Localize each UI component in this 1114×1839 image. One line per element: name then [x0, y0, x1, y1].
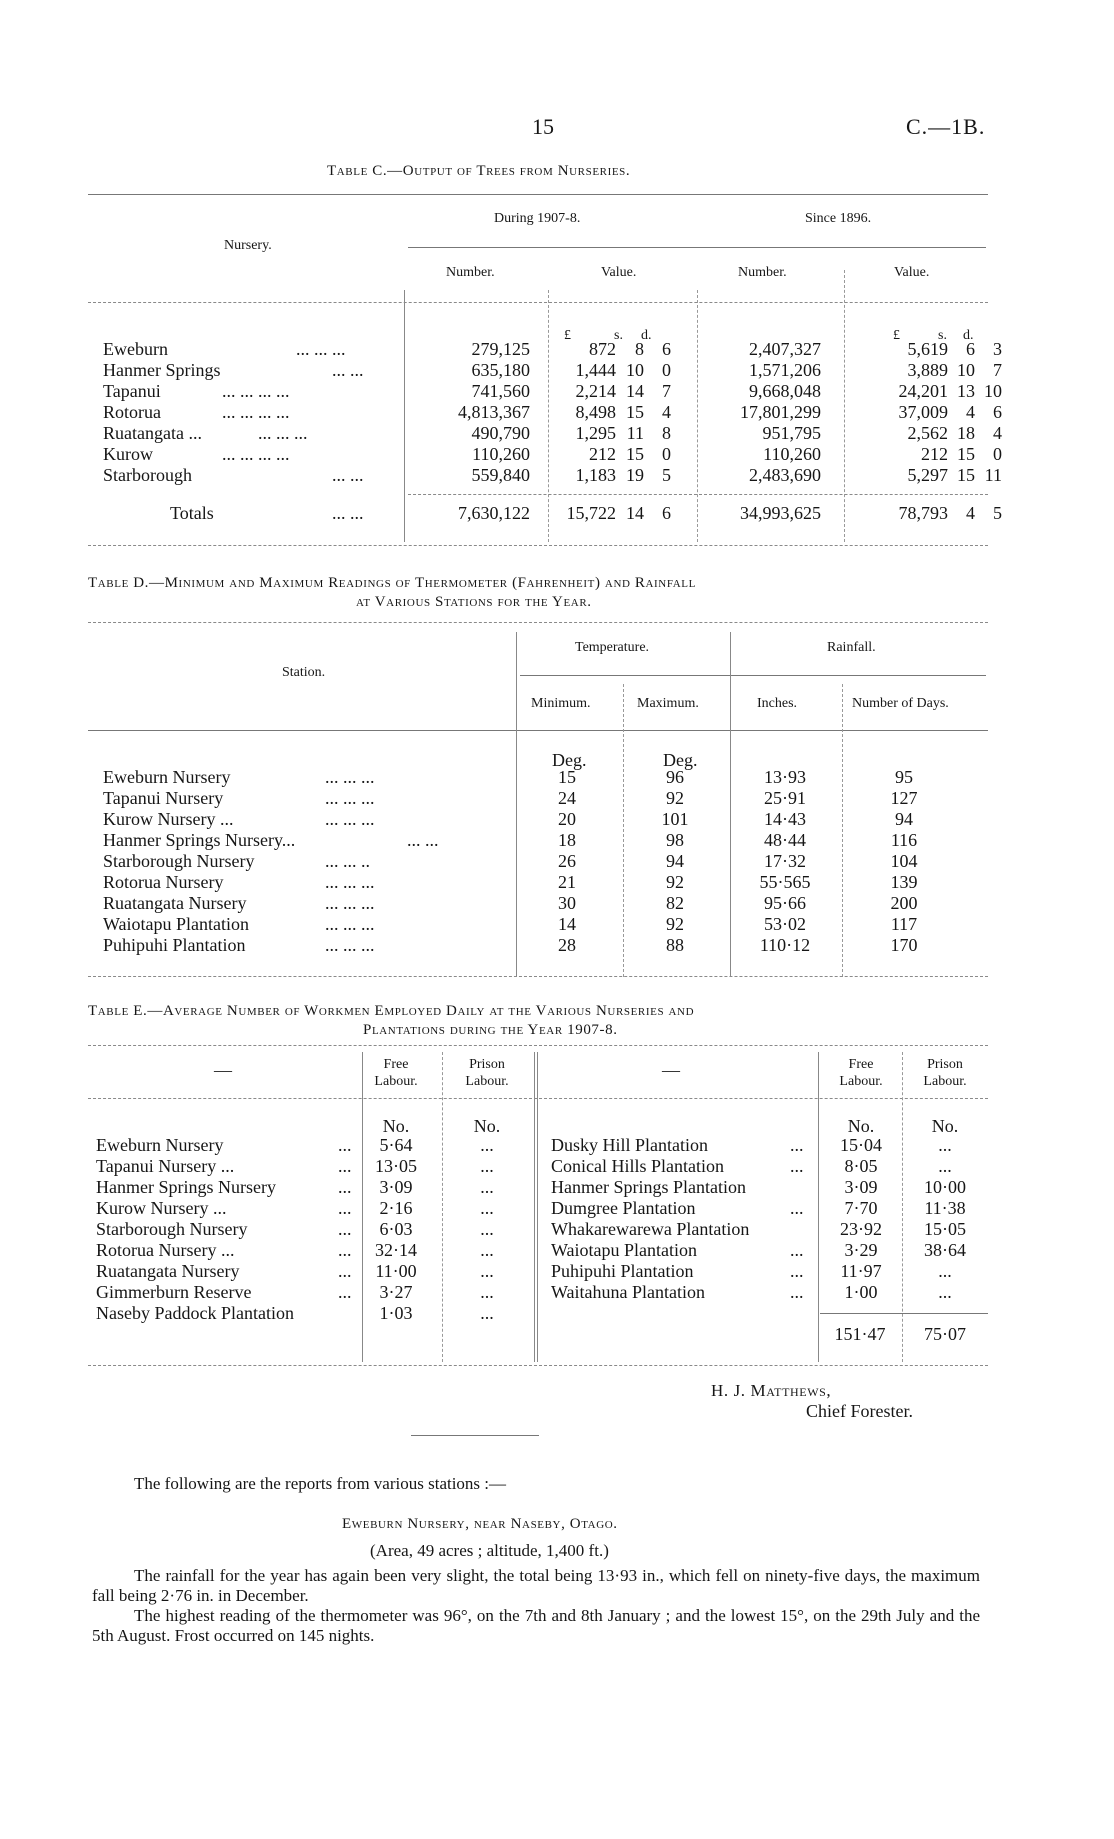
rainfall-inches: 95·66: [764, 893, 806, 913]
station-name: Rotorua Nursery: [103, 872, 224, 892]
total-value-pence: 6: [662, 503, 671, 523]
unit-no-prison-left: No.: [473, 1116, 501, 1136]
right-free-labour: 8·05: [844, 1156, 878, 1176]
value-pounds-since: 37,009: [898, 402, 948, 422]
temp-maximum: 92: [666, 914, 684, 934]
leader-dots: ...: [790, 1156, 804, 1176]
table-row: [0, 465, 1114, 486]
temp-maximum: 98: [666, 830, 684, 850]
left-prison-labour: ...: [480, 1177, 494, 1197]
rainfall-days: 95: [895, 767, 913, 787]
value-shillings-since: 15: [957, 465, 975, 485]
table-c-col-nursery: Nursery.: [224, 238, 272, 253]
unit-pound: £: [564, 328, 571, 343]
rainfall-inches: 110·12: [759, 935, 811, 955]
table-row: [0, 767, 1114, 788]
value-pence: 7: [662, 381, 671, 401]
value-pence-since: 6: [993, 402, 1002, 422]
table-row: [0, 423, 1114, 444]
value-shillings-since: 6: [966, 339, 975, 359]
left-prison-labour: ...: [480, 1240, 494, 1260]
value-pounds-since: 3,889: [907, 360, 948, 380]
leader-dots: ...: [338, 1177, 352, 1197]
value-pounds-since: 2,562: [907, 423, 948, 443]
table-row: [0, 851, 1114, 872]
table-row: [0, 444, 1114, 465]
table-d-col-station: Station.: [282, 665, 326, 680]
rainfall-inches: 25·91: [764, 788, 806, 808]
number-since: 110,260: [763, 444, 821, 464]
report-paragraph-temperature: The highest reading of the thermometer was 96°, on the 7th and 8th January ; and the lowest 15°, on the 29th July and the 5th August. Frost occurred on 145 nights.: [92, 1606, 980, 1645]
col-prison-line2: Labour.: [465, 1074, 509, 1089]
value-pence-since: 3: [993, 339, 1002, 359]
right-prison-labour: ...: [938, 1261, 952, 1281]
leader-dots: ...: [790, 1261, 804, 1281]
table-row: [0, 402, 1114, 423]
right-free-labour: 3·09: [844, 1177, 878, 1197]
section-divider: [411, 1435, 539, 1436]
table-d-group-rainfall: Rainfall.: [827, 640, 876, 655]
table-d-group-temperature: Temperature.: [575, 640, 650, 655]
value-pounds: 1,183: [575, 465, 616, 485]
table-c-col-number2: Number.: [738, 265, 787, 280]
value-pounds-since: 212: [921, 444, 948, 464]
right-prison-labour: 10·00: [924, 1177, 966, 1197]
leader-dots: ... ... ...: [325, 788, 375, 808]
table-row: [0, 1177, 1114, 1198]
value-pence: 5: [662, 465, 671, 485]
leader-dots: ... ...: [332, 465, 364, 485]
left-free-labour: 6·03: [379, 1219, 413, 1239]
col-prison-line1: Prison: [469, 1057, 505, 1072]
number-during: 490,790: [471, 423, 530, 443]
unit-no-free-left: No.: [382, 1116, 410, 1136]
temp-minimum: 28: [558, 935, 576, 955]
leader-dots: ... ...: [407, 830, 439, 850]
leader-dots: ... ... ... ...: [222, 402, 290, 422]
left-prison-labour: ...: [480, 1282, 494, 1302]
table-row: [0, 1261, 1114, 1282]
station-name: Starborough Nursery: [103, 851, 255, 871]
table-row: [0, 935, 1114, 956]
nursery-name: Starborough: [103, 465, 192, 485]
leader-dots: ... ... ... ...: [222, 381, 290, 401]
table-row: [0, 1282, 1114, 1303]
rainfall-inches: 53·02: [764, 914, 806, 934]
value-shillings: 8: [635, 339, 644, 359]
value-pence: 0: [662, 360, 671, 380]
table-row: [0, 893, 1114, 914]
left-station-name: Naseby Paddock Plantation: [96, 1303, 294, 1323]
value-shillings: 19: [626, 465, 644, 485]
right-column-dash: —: [662, 1060, 680, 1080]
total-value-pence-since: 5: [993, 503, 1002, 523]
value-shillings-since: 13: [957, 381, 975, 401]
unit-pence: d.: [641, 328, 652, 343]
nursery-name: Ruatangata ...: [103, 423, 202, 443]
value-shillings: 15: [626, 444, 644, 464]
value-shillings: 11: [626, 423, 644, 443]
total-value-pounds-since: 78,793: [898, 503, 948, 523]
station-name: Puhipuhi Plantation: [103, 935, 246, 955]
leader-dots: ... ... ... ...: [222, 444, 290, 464]
station-name: Hanmer Springs Nursery...: [103, 830, 296, 850]
leader-dots: ... ... ...: [325, 767, 375, 787]
temp-maximum: 88: [666, 935, 684, 955]
temp-maximum: 96: [666, 767, 684, 787]
value-pounds-since: 24,201: [898, 381, 948, 401]
right-free-labour: 23·92: [840, 1219, 882, 1239]
number-during: 4,813,367: [458, 402, 530, 422]
rainfall-days: 94: [895, 809, 913, 829]
temp-maximum: 82: [666, 893, 684, 913]
table-row: [0, 1240, 1114, 1261]
number-since: 2,407,327: [749, 339, 821, 359]
temp-minimum: 26: [558, 851, 576, 871]
temp-maximum: 92: [666, 788, 684, 808]
left-prison-labour: ...: [480, 1303, 494, 1323]
value-pounds: 1,444: [575, 360, 616, 380]
signature-title: Chief Forester.: [806, 1401, 913, 1421]
number-during: 279,125: [471, 339, 530, 359]
table-row: [0, 830, 1114, 851]
leader-dots: ...: [338, 1261, 352, 1281]
table-e-title-line1: Table E.—Average Number of Workmen Employed Daily at the Various Nurseries and: [88, 1003, 695, 1019]
right-free-labour: 1·00: [844, 1282, 878, 1302]
right-station-name: Conical Hills Plantation: [551, 1156, 724, 1176]
leader-dots: ... ...: [332, 360, 364, 380]
right-station-name: Puhipuhi Plantation: [551, 1261, 694, 1281]
report-area: (Area, 49 acres ; altitude, 1,400 ft.): [370, 1541, 609, 1560]
value-shillings-since: 4: [966, 402, 975, 422]
unit-pound-2: £: [893, 328, 900, 343]
station-name: Ruatangata Nursery: [103, 893, 247, 913]
right-station-name: Dumgree Plantation: [551, 1198, 696, 1218]
total-number-during: 7,630,122: [458, 503, 530, 523]
nursery-name: Eweburn: [103, 339, 168, 359]
left-station-name: Starborough Nursery: [96, 1219, 248, 1239]
value-shillings-since: 10: [957, 360, 975, 380]
table-row: [0, 809, 1114, 830]
unit-deg-min: Deg.: [552, 750, 587, 770]
number-during: 635,180: [471, 360, 530, 380]
left-station-name: Ruatangata Nursery: [96, 1261, 240, 1281]
rainfall-days: 139: [890, 872, 918, 892]
rainfall-inches: 48·44: [764, 830, 806, 850]
value-pence-since: 10: [984, 381, 1002, 401]
value-pence: 0: [662, 444, 671, 464]
leader-dots: ... ... ...: [325, 872, 375, 892]
col-free-labour-right: [831, 1056, 891, 1090]
temp-minimum: 21: [558, 872, 576, 892]
table-d-col-inches: Inches.: [757, 696, 798, 711]
page-number: 15: [532, 114, 554, 139]
station-name: Eweburn Nursery: [103, 767, 231, 787]
temp-minimum: 15: [558, 767, 576, 787]
table-row: [0, 1219, 1114, 1240]
right-prison-labour: ...: [938, 1135, 952, 1155]
value-shillings: 14: [626, 381, 644, 401]
col-prison-line1: Prison: [927, 1057, 963, 1072]
rainfall-days: 170: [890, 935, 918, 955]
left-prison-labour: ...: [480, 1198, 494, 1218]
unit-no-free-right: No.: [847, 1116, 875, 1136]
table-row: [0, 788, 1114, 809]
nursery-name: Rotorua: [103, 402, 161, 422]
report-heading: Eweburn Nursery, near Naseby, Otago.: [342, 1516, 618, 1532]
unit-shilling: s.: [614, 328, 623, 343]
right-free-labour: 11·97: [840, 1261, 882, 1281]
leader-dots: ...: [338, 1240, 352, 1260]
left-free-labour: 2·16: [379, 1198, 413, 1218]
table-c-totals-row: [0, 503, 1114, 524]
leader-dots: ...: [790, 1135, 804, 1155]
rainfall-inches: 55·565: [759, 872, 811, 892]
total-value-pounds: 15,722: [566, 503, 616, 523]
rainfall-days: 116: [890, 830, 918, 850]
leader-dots: ...: [790, 1198, 804, 1218]
report-paragraph-rainfall: The rainfall for the year has again been very slight, the total being 13·93 in., which fell on ninety-five days, the maximum fall being 2·76 in. in December.: [92, 1566, 980, 1605]
col-prison-labour-right: [910, 1056, 980, 1090]
table-row: [0, 872, 1114, 893]
leader-dots: ...: [790, 1282, 804, 1302]
right-free-labour: 15·04: [840, 1135, 882, 1155]
right-prison-labour: 11·38: [924, 1198, 966, 1218]
right-prison-labour: ...: [938, 1282, 952, 1302]
table-c-col-value: Value.: [601, 265, 637, 280]
table-c-col-value2: Value.: [894, 265, 930, 280]
unit-shilling-2: s.: [938, 328, 947, 343]
number-since: 9,668,048: [749, 381, 821, 401]
right-free-labour: 3·29: [844, 1240, 878, 1260]
right-station-name: Waitahuna Plantation: [551, 1282, 706, 1302]
value-pounds-since: 5,297: [907, 465, 948, 485]
left-prison-labour: ...: [480, 1219, 494, 1239]
col-prison-line2: Labour.: [923, 1074, 967, 1089]
left-station-name: Eweburn Nursery: [96, 1135, 224, 1155]
total-prison-labour: 75·07: [924, 1324, 966, 1344]
total-value-shillings-since: 4: [966, 503, 975, 523]
value-pounds: 212: [589, 444, 616, 464]
number-during: 110,260: [472, 444, 530, 464]
leader-dots: ...: [338, 1135, 352, 1155]
value-pounds: 1,295: [575, 423, 616, 443]
temp-minimum: 20: [558, 809, 576, 829]
leader-dots: ...: [338, 1282, 352, 1302]
left-column-dash: —: [214, 1060, 232, 1080]
temp-minimum: 18: [558, 830, 576, 850]
left-prison-labour: ...: [480, 1135, 494, 1155]
number-since: 1,571,206: [749, 360, 821, 380]
total-number-since: 34,993,625: [740, 503, 821, 523]
left-station-name: Gimmerburn Reserve: [96, 1282, 252, 1302]
value-pence: 8: [662, 423, 671, 443]
document-reference: C.—1B.: [906, 114, 986, 139]
left-free-labour: 13·05: [375, 1156, 417, 1176]
leader-dots: ... ... ...: [325, 935, 375, 955]
temp-maximum: 92: [666, 872, 684, 892]
value-pence-since: 4: [993, 423, 1002, 443]
value-pounds: 872: [589, 339, 616, 359]
leader-dots: ... ... ...: [296, 339, 346, 359]
col-free-line1: Free: [383, 1057, 409, 1072]
nursery-name: Tapanui: [103, 381, 161, 401]
value-pounds: 8,498: [575, 402, 616, 422]
number-since: 2,483,690: [749, 465, 821, 485]
temp-maximum: 101: [661, 809, 689, 829]
value-pounds-since: 5,619: [907, 339, 948, 359]
right-prison-labour: ...: [938, 1156, 952, 1176]
nursery-name: Hanmer Springs: [103, 360, 221, 380]
table-c-title: Table C.—Output of Trees from Nurseries.: [327, 163, 631, 179]
left-free-labour: 32·14: [375, 1240, 417, 1260]
table-row: [0, 360, 1114, 381]
table-row: [0, 381, 1114, 402]
leader-dots: ... ... ...: [258, 423, 308, 443]
table-e-totals-row: [0, 1324, 1114, 1345]
table-c-group-since: Since 1896.: [805, 211, 872, 226]
rainfall-days: 127: [890, 788, 918, 808]
left-station-name: Kurow Nursery ...: [96, 1198, 227, 1218]
table-e-title-line2: Plantations during the Year 1907-8.: [363, 1022, 618, 1038]
table-row: [0, 1135, 1114, 1156]
number-during: 741,560: [471, 381, 530, 401]
rainfall-inches: 13·93: [764, 767, 806, 787]
table-c-group-during: During 1907-8.: [494, 211, 581, 226]
leader-dots: ... ... ...: [325, 893, 375, 913]
right-station-name: Dusky Hill Plantation: [551, 1135, 708, 1155]
nursery-name: Kurow: [103, 444, 153, 464]
totals-label: Totals: [170, 503, 214, 523]
col-prison-labour-left: [452, 1056, 522, 1090]
table-row: [0, 339, 1114, 360]
left-free-labour: 1·03: [379, 1303, 413, 1323]
value-pence: 4: [662, 402, 671, 422]
value-pence-since: 0: [993, 444, 1002, 464]
table-d-title-line2: at Various Stations for the Year.: [356, 594, 592, 610]
signature-name: H. J. Matthews,: [711, 1381, 832, 1400]
table-row: [0, 1198, 1114, 1219]
value-pounds: 2,214: [575, 381, 616, 401]
temp-minimum: 30: [558, 893, 576, 913]
rainfall-days: 117: [890, 914, 918, 934]
total-value-shillings: 14: [626, 503, 644, 523]
leader-dots: ... ... ...: [325, 914, 375, 934]
right-station-name: Waiotapu Plantation: [551, 1240, 698, 1260]
reports-intro: The following are the reports from various stations :—: [134, 1474, 507, 1493]
leader-dots: ...: [338, 1219, 352, 1239]
leader-dots: ...: [338, 1156, 352, 1176]
left-prison-labour: ...: [480, 1156, 494, 1176]
table-d-col-minimum: Minimum.: [531, 696, 591, 711]
rainfall-inches: 14·43: [764, 809, 806, 829]
table-c-col-number: Number.: [446, 265, 495, 280]
left-free-labour: 3·27: [379, 1282, 413, 1302]
number-since: 17,801,299: [740, 402, 821, 422]
temp-minimum: 14: [558, 914, 576, 934]
leader-dots: ...: [338, 1198, 352, 1218]
col-free-line2: Labour.: [374, 1074, 418, 1089]
table-d-title-line1: Table D.—Minimum and Maximum Readings of Thermometer (Fahrenheit) and Rainfall: [88, 575, 696, 591]
left-free-labour: 11·00: [375, 1261, 417, 1281]
station-name: Waiotapu Plantation: [103, 914, 250, 934]
col-free-labour-left: [366, 1056, 426, 1090]
value-shillings-since: 15: [957, 444, 975, 464]
station-name: Kurow Nursery ...: [103, 809, 234, 829]
table-row: [0, 914, 1114, 935]
unit-deg-max: Deg.: [663, 750, 698, 770]
rainfall-days: 104: [890, 851, 918, 871]
unit-no-prison-right: No.: [931, 1116, 959, 1136]
unit-pence-2: d.: [963, 328, 974, 343]
right-station-name: Hanmer Springs Plantation: [551, 1177, 746, 1197]
right-station-name: Whakarewarewa Plantation: [551, 1219, 750, 1239]
total-free-labour: 151·47: [834, 1324, 886, 1344]
left-prison-labour: ...: [480, 1261, 494, 1281]
station-name: Tapanui Nursery: [103, 788, 224, 808]
right-prison-labour: 38·64: [924, 1240, 966, 1260]
leader-dots: ... ... ..: [325, 851, 370, 871]
col-free-line2: Labour.: [839, 1074, 883, 1089]
left-station-name: Tapanui Nursery ...: [96, 1156, 235, 1176]
temp-maximum: 94: [666, 851, 684, 871]
temp-minimum: 24: [558, 788, 576, 808]
value-pence-since: 11: [984, 465, 1002, 485]
right-prison-labour: 15·05: [924, 1219, 966, 1239]
leader-dots: ... ...: [332, 503, 364, 523]
leader-dots: ... ... ...: [325, 809, 375, 829]
value-shillings: 15: [626, 402, 644, 422]
table-d-col-maximum: Maximum.: [637, 696, 699, 711]
table-row: [0, 1156, 1114, 1177]
number-since: 951,795: [762, 423, 821, 443]
col-free-line1: Free: [848, 1057, 874, 1072]
right-free-labour: 7·70: [844, 1198, 878, 1218]
value-shillings: 10: [626, 360, 644, 380]
left-free-labour: 3·09: [379, 1177, 413, 1197]
value-shillings-since: 18: [957, 423, 975, 443]
rainfall-days: 200: [890, 893, 918, 913]
value-pence-since: 7: [993, 360, 1002, 380]
left-station-name: Rotorua Nursery ...: [96, 1240, 235, 1260]
table-d-col-days: Number of Days.: [852, 696, 949, 711]
rainfall-inches: 17·32: [764, 851, 806, 871]
number-during: 559,840: [471, 465, 530, 485]
value-pence: 6: [662, 339, 671, 359]
left-station-name: Hanmer Springs Nursery: [96, 1177, 276, 1197]
left-free-labour: 5·64: [379, 1135, 413, 1155]
leader-dots: ...: [790, 1240, 804, 1260]
